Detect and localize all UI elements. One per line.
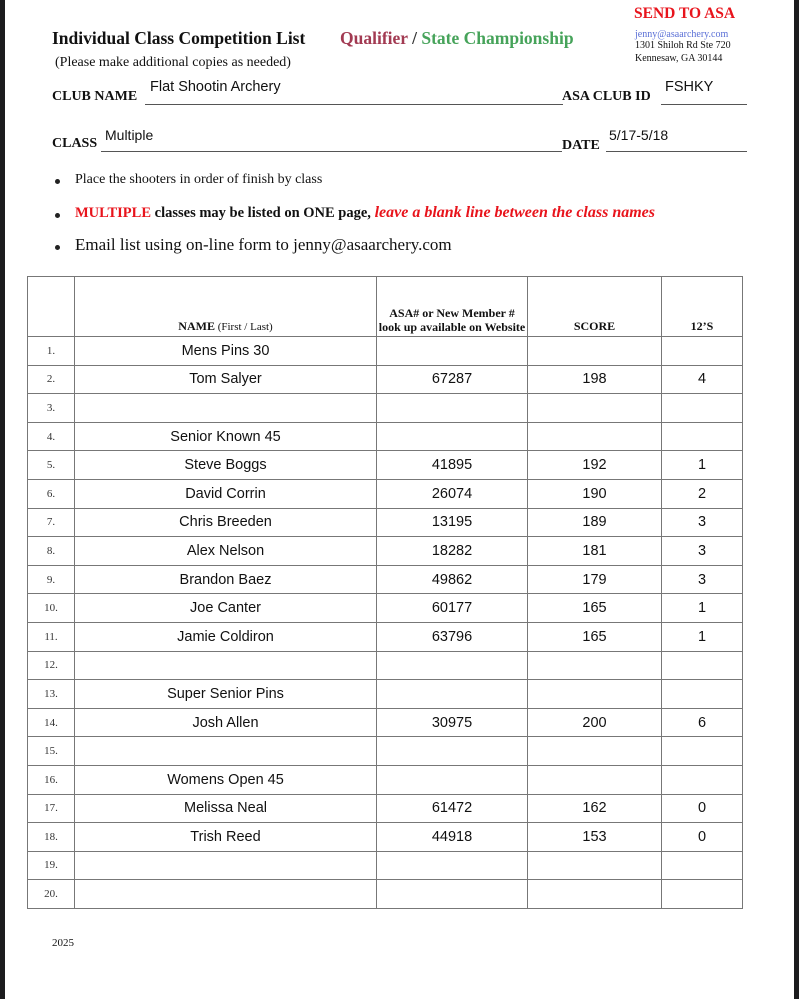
name-cell[interactable] — [75, 394, 377, 423]
header-place — [28, 277, 75, 337]
club-id-underline — [661, 104, 747, 105]
asa-number-cell[interactable] — [377, 765, 528, 794]
place-cell: 12. — [28, 651, 75, 680]
score-cell[interactable] — [528, 337, 662, 366]
twelves-cell[interactable] — [662, 422, 743, 451]
twelves-cell[interactable]: 1 — [662, 451, 743, 480]
twelves-cell[interactable]: 6 — [662, 708, 743, 737]
place-cell: 8. — [28, 537, 75, 566]
bullet-icon — [55, 179, 60, 184]
send-to-address-line1: 1301 Shiloh Rd Ste 720 — [635, 40, 731, 51]
place-cell: 1. — [28, 337, 75, 366]
score-cell[interactable] — [528, 880, 662, 909]
table-row — [28, 737, 743, 766]
twelves-cell[interactable]: 3 — [662, 537, 743, 566]
place-cell: 7. — [28, 508, 75, 537]
state-championship-label: State Championship — [421, 28, 574, 48]
asa-number-cell[interactable] — [377, 880, 528, 909]
score-cell[interactable] — [528, 851, 662, 880]
name-cell[interactable] — [75, 880, 377, 909]
score-cell[interactable] — [528, 765, 662, 794]
asa-number-cell[interactable] — [377, 422, 528, 451]
header-score: SCORE — [528, 277, 662, 337]
asa-number-cell[interactable]: 60177 — [377, 594, 528, 623]
name-cell[interactable]: Super Senior Pins — [75, 680, 377, 709]
twelves-cell[interactable] — [662, 394, 743, 423]
place-cell: 20. — [28, 880, 75, 909]
table-row — [28, 537, 743, 566]
twelves-cell[interactable] — [662, 680, 743, 709]
name-cell[interactable]: Chris Breeden — [75, 508, 377, 537]
place-cell: 6. — [28, 479, 75, 508]
table-row — [28, 765, 743, 794]
place-cell: 2. — [28, 365, 75, 394]
name-cell[interactable] — [75, 651, 377, 680]
asa-number-cell[interactable]: 41895 — [377, 451, 528, 480]
twelves-cell[interactable]: 0 — [662, 794, 743, 823]
table-row — [28, 794, 743, 823]
class-field[interactable]: Multiple — [105, 127, 154, 143]
place-cell: 11. — [28, 622, 75, 651]
place-cell: 3. — [28, 394, 75, 423]
score-cell[interactable] — [528, 737, 662, 766]
table-row — [28, 451, 743, 480]
form-page: Individual Class Competition List (Please make additional copies as needed) Qualifier / State Championship SEND TO ASA jenny@asaarchery.com 1301 Shiloh Rd Ste 720 Kennesaw, GA 30144 CLUB NAME Flat Shootin Archery ASA CLUB ID FSHKY CLASS Multiple DATE 5/17-5/18 Place the shooters in order of finish by class MULTIPLE classes may be listed on ONE page, leave a blank line between the class names Email list using on-line form to jenny@asaarchery.com NAME (First / Last) ASA# or New Member # look up available on Website SCORE 12’S 1. Mens Pins 30 2. Tom Salyer 67287 198 4 3. 4. Senior Known 45 5. Steve Boggs 41895 192 1 6. David Corrin 26074 190 2 7. Chris Breeden 13195 189 3 8. Alex Nelson 18282 181 3 9. Brandon Baez 49862 179 3 10. Joe Canter 60177 165 1 11. Jamie Coldiron 63796 165 1 12. 13. Super Senior Pins 14. Josh Allen 30975 200 6 15. 16. Womens Open 45 17. Melissa Neal 61472 162 0 18. Trish Reed 44918 153 0 19. 20. 2025 — [5, 0, 794, 999]
send-to-address-line2: Kennesaw, GA 30144 — [635, 53, 723, 64]
multiple-emphasis: MULTIPLE — [75, 205, 152, 221]
score-cell[interactable]: 165 — [528, 594, 662, 623]
separator: / — [407, 28, 422, 48]
club-name-underline — [145, 104, 563, 105]
table-row — [28, 708, 743, 737]
name-cell[interactable]: Steve Boggs — [75, 451, 377, 480]
score-cell[interactable]: 179 — [528, 565, 662, 594]
qualifier-label: Qualifier — [340, 28, 408, 48]
bullet-icon — [55, 213, 60, 218]
name-cell[interactable]: Senior Known 45 — [75, 422, 377, 451]
score-cell[interactable] — [528, 422, 662, 451]
table-row — [28, 508, 743, 537]
class-label: CLASS — [52, 136, 98, 151]
twelves-cell[interactable] — [662, 765, 743, 794]
name-cell[interactable]: David Corrin — [75, 479, 377, 508]
asa-number-cell[interactable] — [377, 851, 528, 880]
score-cell[interactable] — [528, 680, 662, 709]
club-name-label: CLUB NAME — [52, 89, 138, 104]
name-cell[interactable]: Tom Salyer — [75, 365, 377, 394]
asa-number-cell[interactable] — [377, 680, 528, 709]
event-type-heading — [340, 28, 574, 49]
club-name-field[interactable]: Flat Shootin Archery — [150, 79, 281, 95]
place-cell: 16. — [28, 765, 75, 794]
place-cell: 15. — [28, 737, 75, 766]
place-cell: 14. — [28, 708, 75, 737]
score-cell[interactable] — [528, 394, 662, 423]
table-row — [28, 823, 743, 852]
name-cell[interactable]: Brandon Baez — [75, 565, 377, 594]
twelves-cell[interactable] — [662, 737, 743, 766]
twelves-cell[interactable]: 2 — [662, 479, 743, 508]
competition-table — [27, 276, 743, 909]
table-row — [28, 651, 743, 680]
score-cell[interactable] — [528, 651, 662, 680]
name-cell[interactable]: Mens Pins 30 — [75, 337, 377, 366]
table-row — [28, 851, 743, 880]
header-name: NAME (First / Last) — [75, 277, 377, 337]
twelves-cell[interactable]: 3 — [662, 508, 743, 537]
twelves-cell[interactable] — [662, 851, 743, 880]
asa-number-cell[interactable] — [377, 737, 528, 766]
form-year: 2025 — [52, 937, 74, 949]
header-twelves: 12’S — [662, 277, 743, 337]
asa-number-cell[interactable] — [377, 394, 528, 423]
send-to-email-link[interactable]: jenny@asaarchery.com — [635, 29, 729, 40]
table-row — [28, 880, 743, 909]
twelves-cell[interactable]: 1 — [662, 622, 743, 651]
twelves-cell[interactable] — [662, 651, 743, 680]
score-cell[interactable]: 162 — [528, 794, 662, 823]
asa-number-cell[interactable]: 26074 — [377, 479, 528, 508]
name-cell[interactable]: Melissa Neal — [75, 794, 377, 823]
asa-number-cell[interactable]: 44918 — [377, 823, 528, 852]
bullet-icon — [55, 245, 60, 250]
name-cell[interactable]: Joe Canter — [75, 594, 377, 623]
club-id-field[interactable]: FSHKY — [665, 79, 714, 95]
place-cell: 4. — [28, 422, 75, 451]
form-title: Individual Class Competition List — [52, 28, 306, 48]
twelves-cell[interactable]: 1 — [662, 594, 743, 623]
place-cell: 5. — [28, 451, 75, 480]
asa-number-cell[interactable]: 18282 — [377, 537, 528, 566]
date-underline — [606, 151, 747, 152]
table-row — [28, 422, 743, 451]
place-cell: 13. — [28, 680, 75, 709]
place-cell: 18. — [28, 823, 75, 852]
score-cell[interactable]: 200 — [528, 708, 662, 737]
send-to-heading: SEND TO ASA — [634, 5, 736, 22]
asa-number-cell[interactable] — [377, 651, 528, 680]
table-header-row — [28, 277, 743, 337]
table-row — [28, 680, 743, 709]
club-id-label: ASA CLUB ID — [562, 89, 651, 104]
name-cell[interactable] — [75, 851, 377, 880]
score-cell[interactable]: 198 — [528, 365, 662, 394]
asa-number-cell[interactable]: 49862 — [377, 565, 528, 594]
twelves-cell[interactable]: 3 — [662, 565, 743, 594]
table-row — [28, 337, 743, 366]
table-row — [28, 479, 743, 508]
name-cell[interactable] — [75, 737, 377, 766]
date-field[interactable]: 5/17-5/18 — [609, 127, 669, 143]
asa-number-cell[interactable]: 67287 — [377, 365, 528, 394]
asa-number-cell[interactable]: 30975 — [377, 708, 528, 737]
table-row — [28, 565, 743, 594]
twelves-cell[interactable] — [662, 337, 743, 366]
form-subtitle: (Please make additional copies as needed) — [55, 55, 291, 70]
score-cell[interactable]: 192 — [528, 451, 662, 480]
class-underline — [101, 151, 562, 152]
asa-number-cell[interactable]: 13195 — [377, 508, 528, 537]
asa-number-cell[interactable]: 61472 — [377, 794, 528, 823]
place-cell: 10. — [28, 594, 75, 623]
score-cell[interactable]: 189 — [528, 508, 662, 537]
score-cell[interactable]: 153 — [528, 823, 662, 852]
table-row — [28, 394, 743, 423]
table-row — [28, 365, 743, 394]
twelves-cell[interactable]: 4 — [662, 365, 743, 394]
twelves-cell[interactable] — [662, 880, 743, 909]
table-row — [28, 594, 743, 623]
score-cell[interactable]: 165 — [528, 622, 662, 651]
score-cell[interactable]: 190 — [528, 479, 662, 508]
twelves-cell[interactable]: 0 — [662, 823, 743, 852]
place-cell: 9. — [28, 565, 75, 594]
table-row — [28, 622, 743, 651]
date-label: DATE — [562, 138, 600, 153]
asa-number-cell[interactable] — [377, 337, 528, 366]
score-cell[interactable]: 181 — [528, 537, 662, 566]
place-cell: 17. — [28, 794, 75, 823]
blank-line-note: leave a blank line between the class names — [374, 204, 655, 221]
place-cell: 19. — [28, 851, 75, 880]
name-cell[interactable]: Alex Nelson — [75, 537, 377, 566]
header-asa-number: ASA# or New Member # look up available on Website — [377, 277, 528, 337]
asa-number-cell[interactable]: 63796 — [377, 622, 528, 651]
name-cell[interactable]: Jamie Coldiron — [75, 622, 377, 651]
name-cell[interactable]: Trish Reed — [75, 823, 377, 852]
name-cell[interactable]: Josh Allen — [75, 708, 377, 737]
name-cell[interactable]: Womens Open 45 — [75, 765, 377, 794]
